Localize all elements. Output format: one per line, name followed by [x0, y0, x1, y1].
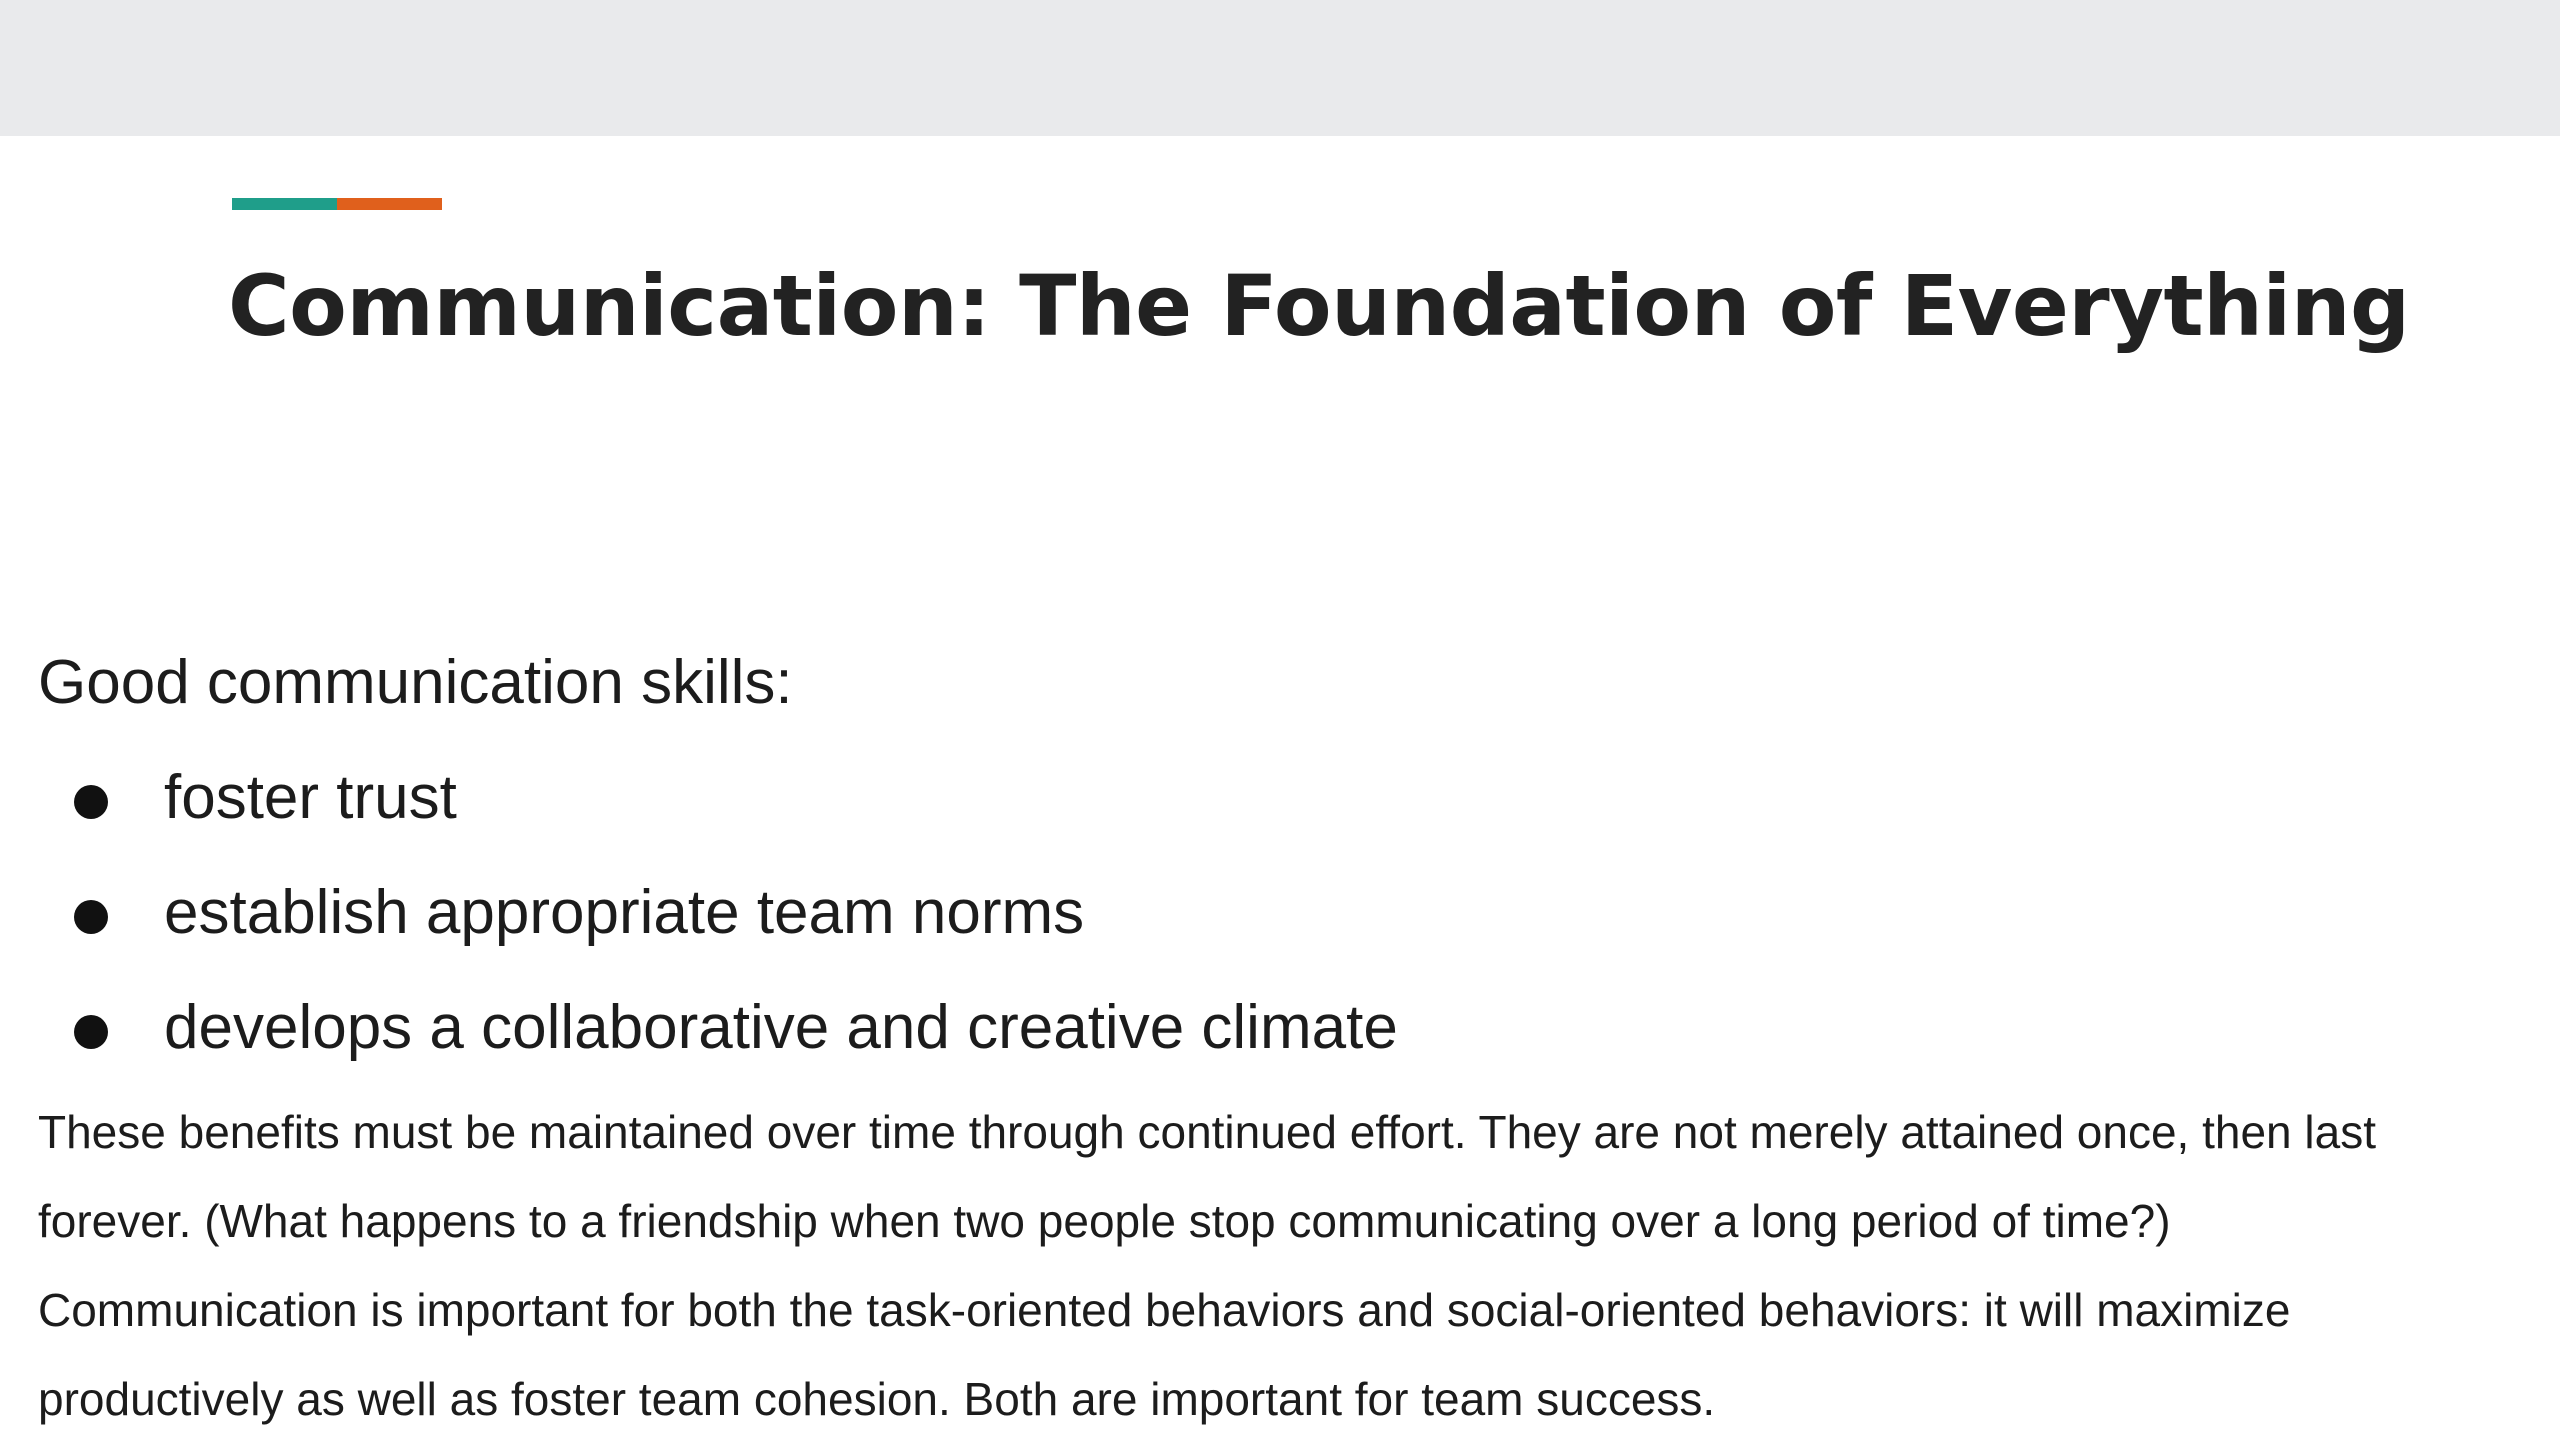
accent-teal-segment [232, 198, 337, 210]
bullet-icon [74, 1015, 108, 1049]
title-accent-bar [232, 198, 442, 210]
slide-title: Communication: The Foundation of Everything [228, 257, 2410, 355]
body-text [38, 1088, 2518, 1440]
bullet-icon [74, 785, 108, 819]
list-item [38, 985, 1398, 1100]
body-paragraph: Communication is important for both the task-oriented behaviors and social-oriented behaviors: it will maximize productively as well as foster team cohesion. Both are important for team success. [38, 1284, 2291, 1425]
accent-orange-segment [337, 198, 442, 210]
list-item [38, 870, 1398, 985]
editor-top-band [0, 0, 2560, 136]
list-item [38, 755, 1398, 870]
bullet-text: develops a collaborative and creative climate [164, 993, 1398, 1062]
bullet-icon [74, 900, 108, 934]
bullet-text: establish appropriate team norms [164, 878, 1085, 947]
bullet-list [38, 755, 1398, 1100]
intro-text: Good communication skills: [38, 648, 793, 717]
bullet-text: foster trust [164, 763, 457, 832]
body-paragraph: These benefits must be maintained over time through continued effort. They are not merely attained once, then last forever. (What happens to a friendship when two people stop communicating over a long period of time?) [38, 1106, 2377, 1247]
